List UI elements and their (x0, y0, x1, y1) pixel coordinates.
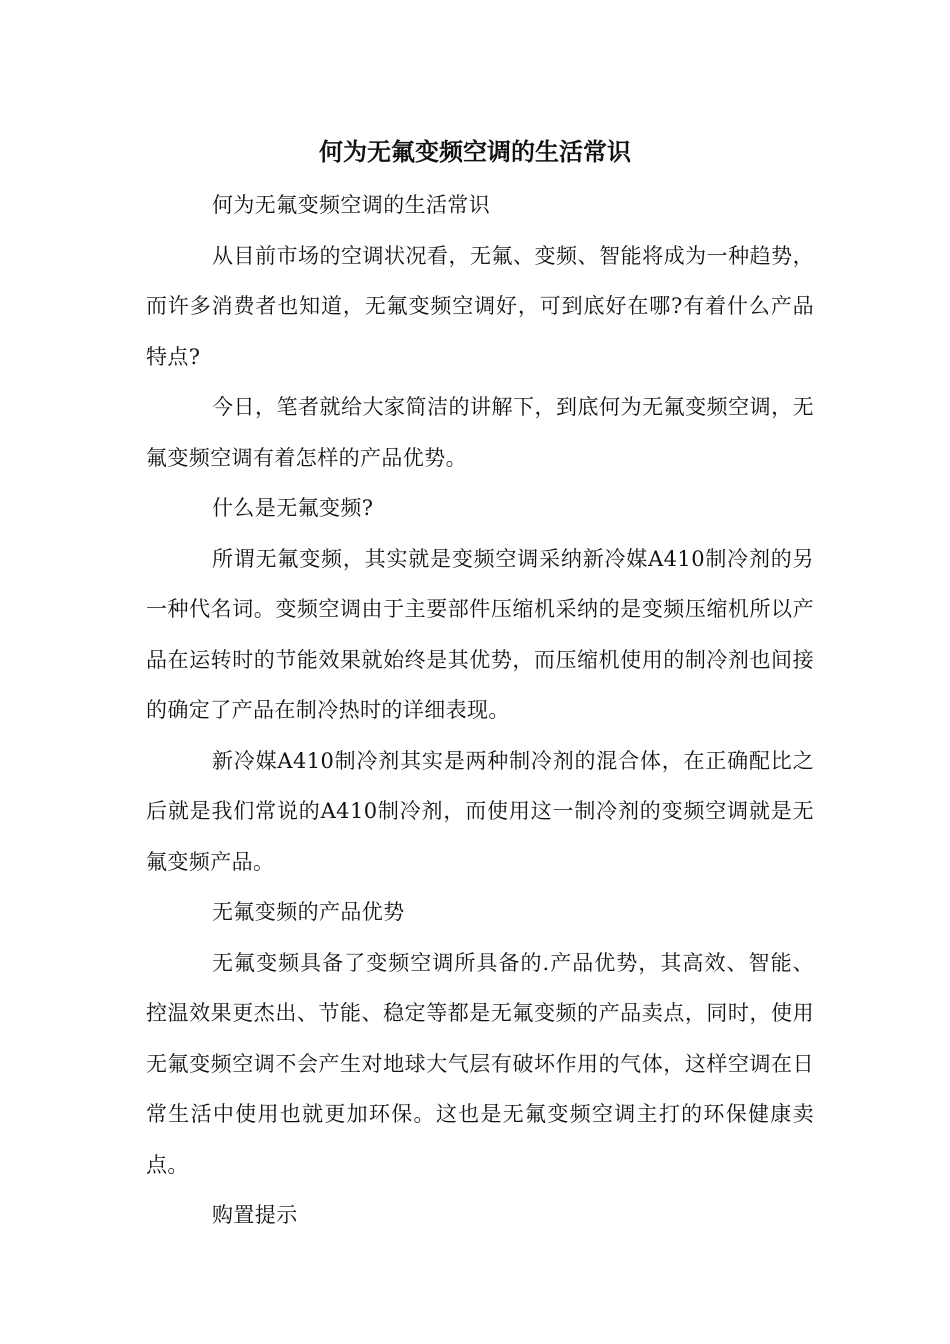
paragraph: 购置提示 (212, 1203, 298, 1227)
paragraph: 无氟变频的产品优势 (212, 900, 405, 924)
paragraph: 什么是无氟变频? (212, 496, 374, 520)
document-title: 何为无氟变频空调的生活常识 (319, 138, 631, 166)
paragraph: 无氟变频具备了变频空调所具备的.产品优势，其高效、智能、控温效果更杰出、节能、稳定等都是无氟变频的产品卖点，同时，使用无氟变频空调不会产生对地球大气层有破坏作用的气体，这样空调在日常生活中使用也就更加环保。这也是无氟变频空调主打的环保健康卖点。 (146, 950, 814, 1177)
document-body (146, 180, 814, 1241)
paragraph: 新冷媒A410制冷剂其实是两种制冷剂的混合体，在正确配比之后就是我们常说的A410制冷剂，而使用这一制冷剂的变频空调就是无氟变频产品。 (146, 748, 814, 874)
paragraph: 从目前市场的空调状况看，无氟、变频、智能将成为一种趋势，而许多消费者也知道，无氟变频空调好，可到底好在哪?有着什么产品特点? (146, 243, 814, 369)
paragraph: 所谓无氟变频，其实就是变频空调采纳新冷媒A410制冷剂的另一种代名词。变频空调由于主要部件压缩机采纳的是变频压缩机所以产品在运转时的节能效果就始终是其优势，而压缩机使用的制冷剂也间接的确定了产品在制冷热时的详细表现。 (146, 546, 814, 722)
paragraph: 何为无氟变频空调的生活常识 (212, 193, 491, 217)
paragraph: 今日，笔者就给大家简洁的讲解下，到底何为无氟变频空调，无氟变频空调有着怎样的产品优势。 (146, 395, 814, 470)
